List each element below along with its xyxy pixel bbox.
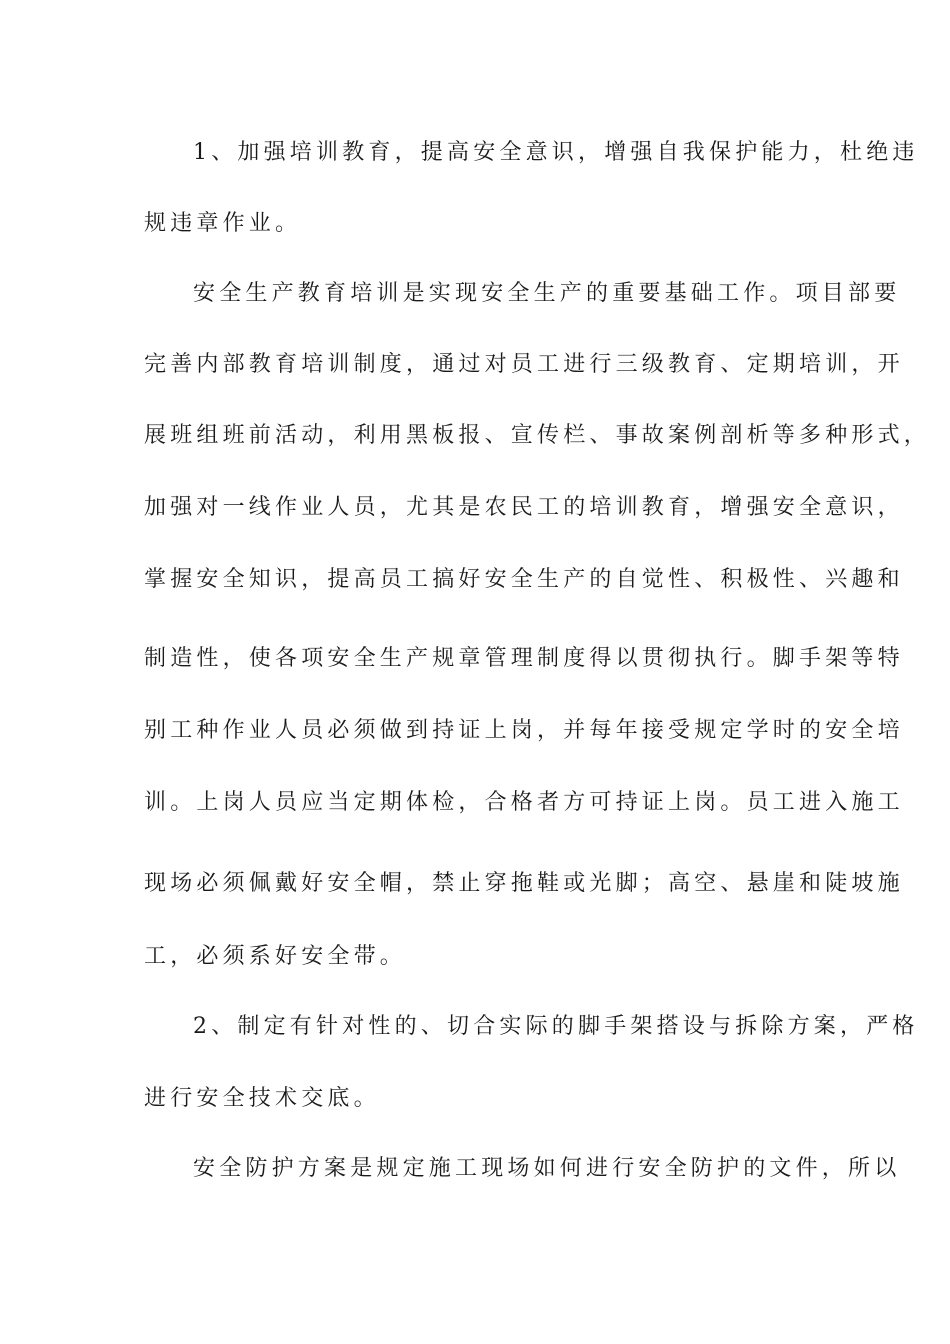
paragraph-line: 制造性，使各项安全生产规章管理制度得以贯彻执行。脚手架等特 — [144, 646, 904, 671]
heading-item-2-continuation: 进行安全技术交底。 — [144, 1086, 380, 1111]
paragraph-line: 训。上岗人员应当定期体检，合格者方可持证上岗。员工进入施工 — [144, 790, 904, 815]
heading-item-1: 1、加强培训教育，提高安全意识，增强自我保护能力，杜绝违 — [193, 140, 919, 165]
paragraph-line: 加强对一线作业人员，尤其是农民工的培训教育，增强安全意识， — [144, 495, 904, 520]
heading-item-1-continuation: 规违章作业。 — [144, 211, 302, 236]
paragraph-line: 掌握安全知识，提高员工搞好安全生产的自觉性、积极性、兴趣和 — [144, 567, 904, 592]
paragraph-line: 工，必须系好安全带。 — [144, 944, 407, 969]
paragraph-line: 现场必须佩戴好安全帽，禁止穿拖鞋或光脚；高空、悬崖和陡坡施 — [144, 871, 904, 896]
paragraph-line: 安全生产教育培训是实现安全生产的重要基础工作。项目部要 — [193, 281, 901, 306]
paragraph-line: 展班组班前活动，利用黑板报、宣传栏、事故案例剖析等多种形式， — [144, 423, 931, 448]
paragraph-line: 安全防护方案是规定施工现场如何进行安全防护的文件，所以 — [193, 1156, 901, 1181]
heading-item-2: 2、制定有针对性的、切合实际的脚手架搭设与拆除方案，严格 — [193, 1014, 919, 1039]
paragraph-line: 完善内部教育培训制度，通过对员工进行三级教育、定期培训，开 — [144, 352, 904, 377]
paragraph-line: 别工种作业人员必须做到持证上岗，并每年接受规定学时的安全培 — [144, 718, 904, 743]
